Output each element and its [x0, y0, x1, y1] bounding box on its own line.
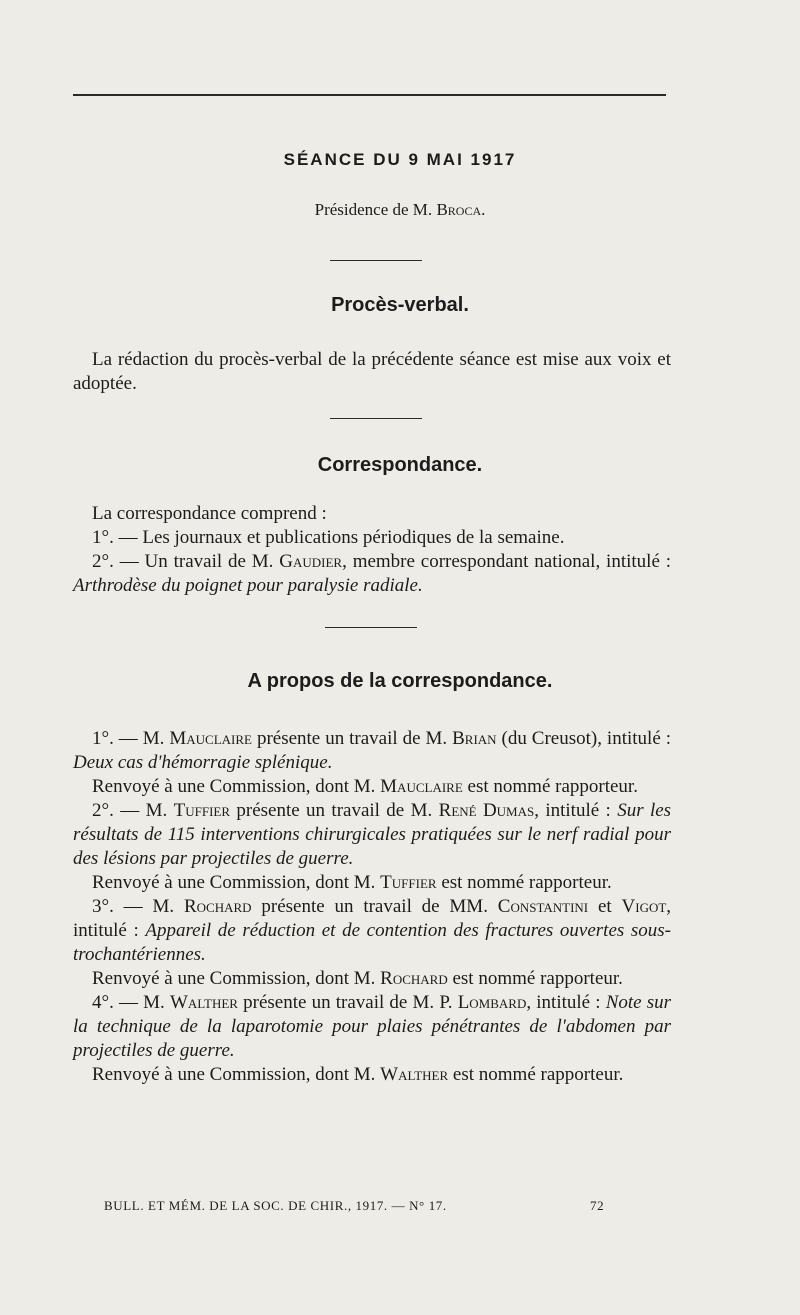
a-propos-item-4: [73, 991, 671, 1063]
section-divider: [325, 627, 417, 628]
correspondance-block: [73, 502, 671, 598]
a-propos-heading: A propos de la correspondance.: [247, 670, 553, 692]
item2-middle: , membre correspondant national, intitulé :: [342, 551, 672, 572]
work-title: Deux cas d'hémorragie splénique.: [73, 752, 333, 773]
proces-verbal-text: La rédaction du procès-verbal de la précédente séance est mise aux voix et adoptée.: [73, 349, 671, 394]
work-title: Sur les résultats de 115 interventions chirurgicales pratiquées sur le nerf radial pour des lésions par projectiles de guerre.: [73, 800, 672, 869]
presidence-prefix: Présidence de M.: [314, 200, 433, 219]
correspondance-intro: La correspondance comprend :: [92, 503, 327, 524]
author-name: Rochard: [183, 896, 252, 917]
author-name: Walther: [169, 992, 238, 1013]
renvoi-4: [73, 1063, 671, 1087]
renvoi-text: Renvoyé à une Commission, dont M.: [92, 872, 376, 893]
top-rule: [73, 94, 666, 96]
author-name: P. Lombard: [439, 992, 527, 1013]
page-footer: [104, 1198, 604, 1214]
renvoi-2: [73, 871, 671, 895]
journal-reference: BULL. ET MÉM. DE LA SOC. DE CHIR., 1917. — N° 17.: [104, 1198, 447, 1213]
rapporteur-name: Walther: [380, 1064, 449, 1085]
a-propos-item-2: [73, 799, 671, 871]
correspondance-item-1: 1°. — Les journaux et publications périodiques de la semaine.: [92, 527, 565, 548]
item-number: 4°. — M.: [92, 992, 165, 1013]
item2-name: Gaudier: [279, 551, 343, 572]
a-propos-item-1: [73, 727, 671, 775]
renvoi-text: est nommé rapporteur.: [441, 872, 612, 893]
renvoi-text: est nommé rapporteur.: [467, 776, 638, 797]
author-name: Tuffier: [173, 800, 231, 821]
item-text: présente un travail de MM.: [261, 896, 488, 917]
renvoi-text: Renvoyé à une Commission, dont M.: [92, 968, 376, 989]
item-text: et: [597, 896, 612, 917]
item-text: présente un travail de M.: [236, 800, 433, 821]
correspondance-heading: Correspondance.: [317, 454, 483, 476]
rapporteur-name: Tuffier: [380, 872, 437, 893]
renvoi-text: est nommé rapporteur.: [452, 968, 623, 989]
proces-verbal-paragraph: [73, 348, 671, 396]
presidence-line: [0, 200, 800, 220]
author-name: Brian: [452, 728, 497, 749]
proces-verbal-heading: Procès-verbal.: [331, 294, 469, 316]
presidence-suffix: .: [481, 200, 486, 219]
author-name: Vigot: [621, 896, 667, 917]
renvoi-text: Renvoyé à une Commission, dont M.: [92, 1064, 376, 1085]
item-text: présente un travail de M.: [256, 728, 448, 749]
presidence-name: Broca: [436, 200, 482, 219]
item-text: , intitulé :: [73, 896, 672, 941]
work-title: Note sur la technique de la laparotomie pour plaies pénétrantes de l'abdomen par projectiles de guerre.: [73, 992, 672, 1061]
seance-title: SÉANCE DU 9 MAI 1917: [283, 150, 517, 169]
item-text: présente un travail de M.: [243, 992, 435, 1013]
item2-title: Arthrodèse du poignet pour paralysie radiale.: [73, 575, 423, 596]
section-divider: [330, 418, 422, 419]
item-number: 2°. — M.: [92, 800, 168, 821]
renvoi-text: Renvoyé à une Commission, dont M.: [92, 776, 376, 797]
a-propos-block: [73, 727, 671, 1087]
item-text: , intitulé :: [526, 992, 601, 1013]
item-text: , intitulé :: [534, 800, 611, 821]
author-name: Constantini: [497, 896, 589, 917]
item2-prefix: 2°. — Un travail de M.: [92, 551, 274, 572]
renvoi-text: est nommé rapporteur.: [452, 1064, 624, 1085]
section-divider: [330, 260, 422, 261]
author-name: Mauclaire: [169, 728, 252, 749]
item-text: (du Creusot), intitulé :: [501, 728, 671, 749]
rapporteur-name: Mauclaire: [380, 776, 463, 797]
renvoi-1: [73, 775, 671, 799]
correspondance-item-2: [73, 550, 671, 598]
renvoi-3: [73, 967, 671, 991]
a-propos-item-3: [73, 895, 671, 967]
author-name: René Dumas: [438, 800, 535, 821]
rapporteur-name: Rochard: [380, 968, 448, 989]
item-number: 3°. — M.: [92, 896, 175, 917]
item-number: 1°. — M.: [92, 728, 165, 749]
page-number: 72: [590, 1198, 605, 1213]
work-title: Appareil de réduction et de contention des fractures ouvertes sous-trochantériennes.: [73, 920, 672, 965]
